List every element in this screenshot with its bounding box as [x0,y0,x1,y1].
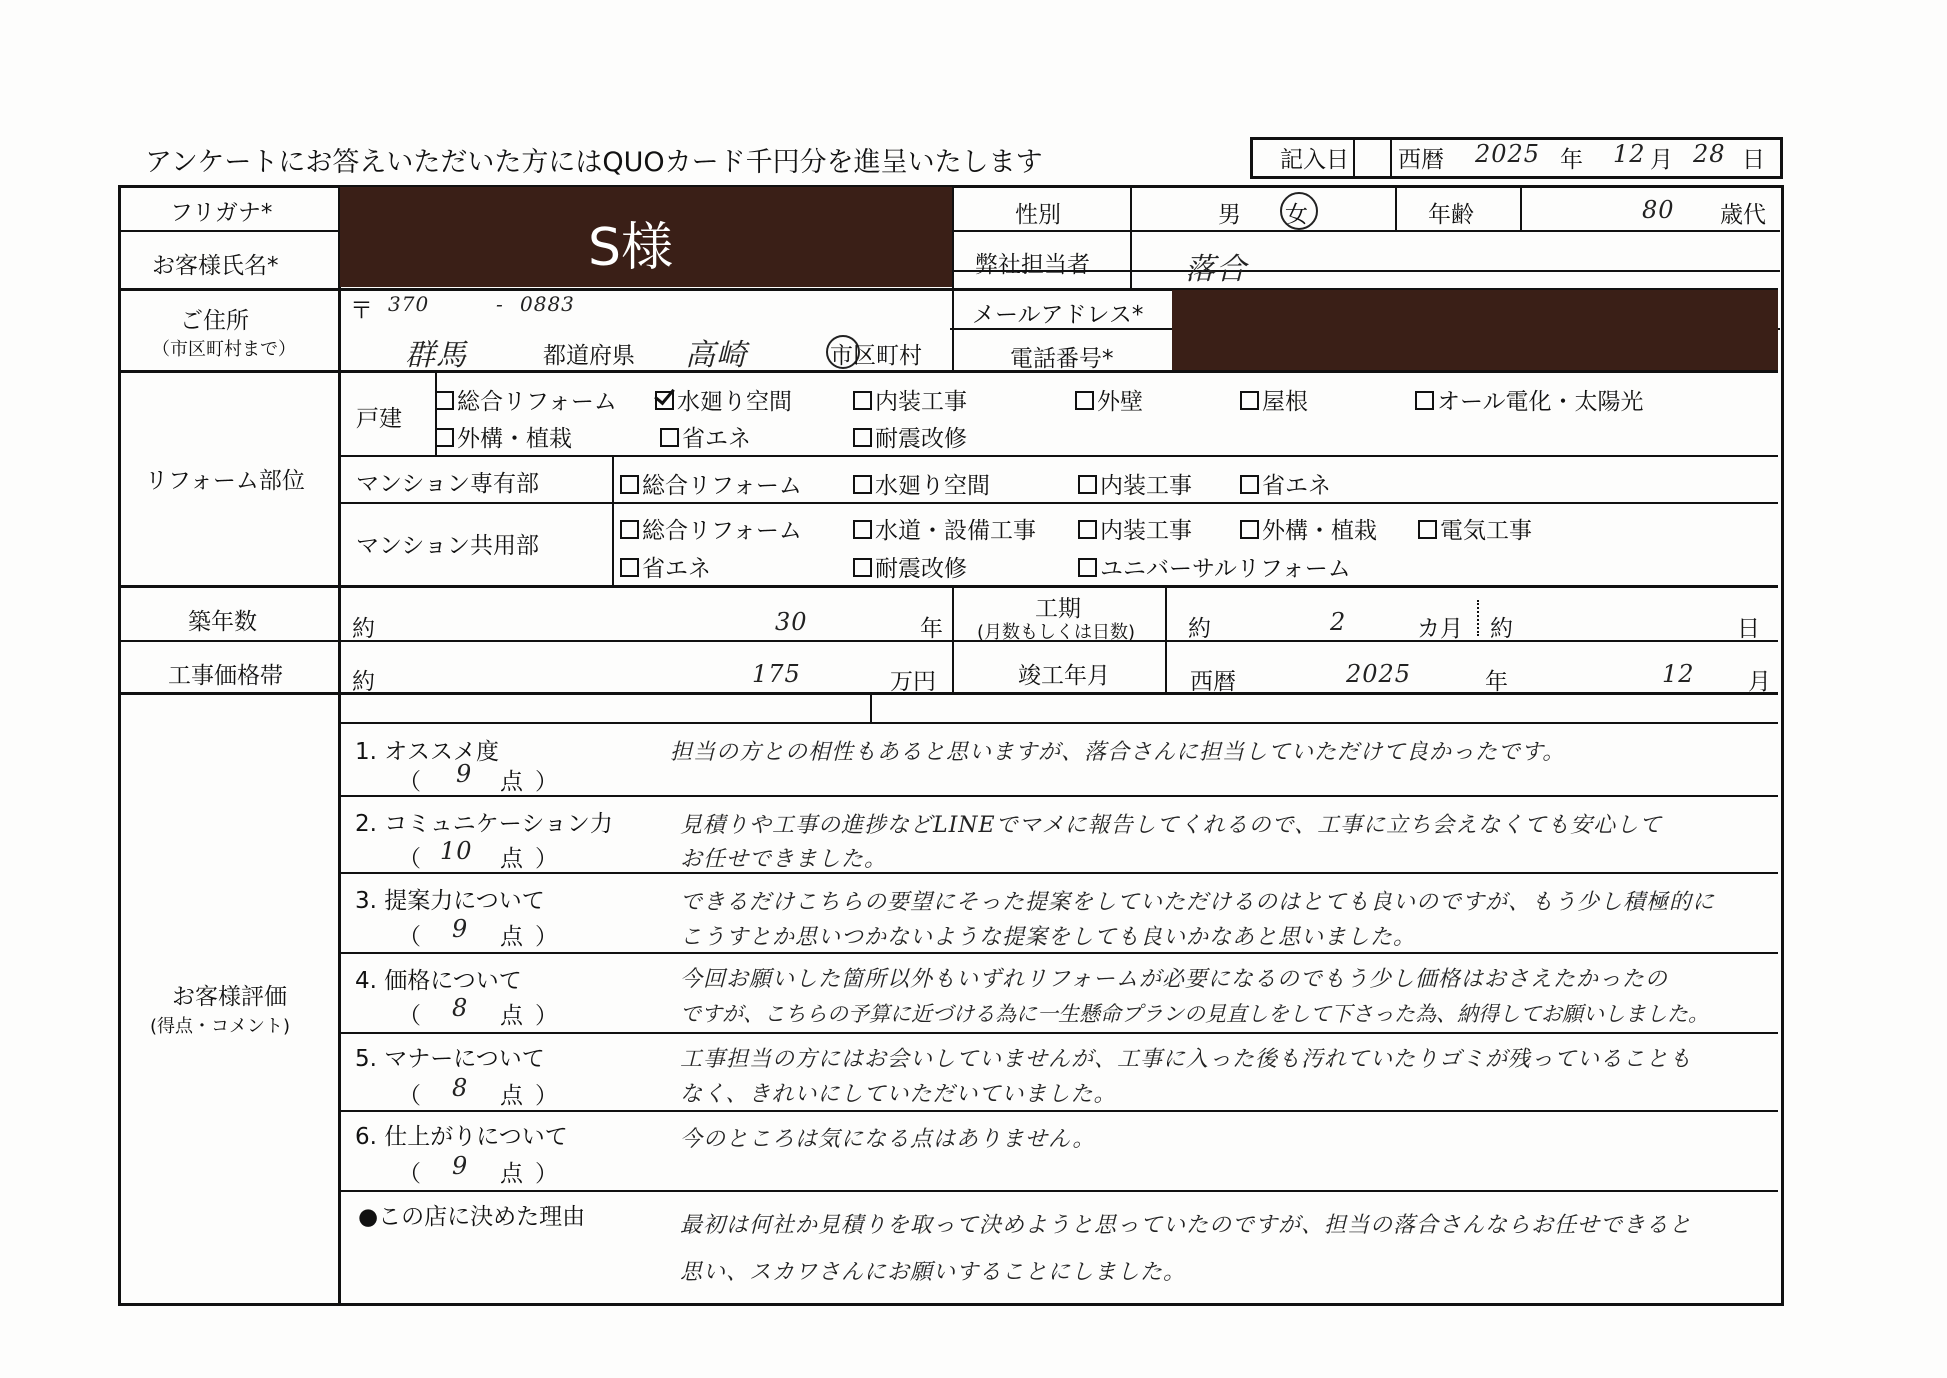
checkbox-label: 総合リフォーム [642,473,802,499]
eval-comment-3-line-1: できるだけこちらの要望にそった提案をしていただけるのはとても良いのですが、もう少し積極的に [680,890,1716,915]
checkbox-label: 屋根 [1262,389,1308,415]
age-unit: 歳代 [1720,202,1766,228]
checkbox-common-interior[interactable] [1078,512,1192,545]
period-months-value: 2 [1330,608,1347,636]
checkbox-label: 水道・設備工事 [875,518,1036,544]
checkbox-common-electrical[interactable] [1418,512,1532,545]
postal-code-1: 370 [388,292,430,316]
checkbox-box[interactable] [1075,391,1094,410]
gender-female: 女 [1285,202,1308,228]
eval-point-unit-5: 点 [500,1083,523,1109]
eval-open-paren-6: （ [398,1161,421,1187]
postal-dash: - [496,292,504,316]
eval-close-paren-6: ） [535,1161,558,1187]
period-days-unit: 日 [1737,616,1760,642]
prefecture-label: 都道府県 [543,343,635,369]
eval-comment-4-line-2: ですが、こちらの予算に近づける為に一生懸命プランの見直しをして下さった為、納得してお願いしました。 [680,1002,1709,1026]
eval-comment-1-line-1: 担当の方との相性もあると思いますが、落合さんに担当していただけて良かったです。 [670,740,1566,765]
city-value: 高崎 [685,338,747,373]
eval-title-4: 4. 価格について [355,968,522,994]
checkbox-label: 省エネ [1262,473,1331,499]
eval-point-unit-2: 点 [500,846,523,872]
period-sub: (月数もしくは日数) [977,622,1136,643]
completion-year-value: 2025 [1346,660,1412,688]
period-approx: 約 [1188,616,1211,642]
reason-comment-line-2: 思い、スカワさんにお願いすることにしました。 [680,1260,1187,1285]
date-day: 28 [1693,140,1726,168]
checkbox-box[interactable] [853,558,872,577]
eval-open-paren-3: （ [398,924,421,950]
mansion-private-label: マンション専有部 [356,471,539,497]
checkbox-common-energy[interactable] [620,550,711,583]
eval-point-unit-6: 点 [500,1161,523,1187]
date-label: 記入日 [1280,147,1349,173]
completion-year-unit: 年 [1485,669,1508,695]
price-unit: 万円 [890,669,936,695]
checkbox-house-solar[interactable] [1415,383,1644,416]
eval-point-unit-1: 点 [500,769,523,795]
reason-title: ●この店に決めた理由 [358,1204,586,1230]
eval-close-paren-3: ） [535,924,558,950]
checkbox-box[interactable] [435,428,454,447]
building-age-approx: 約 [352,616,375,642]
address-label: ご住所 [180,308,249,334]
phone-label: 電話番号* [1010,346,1114,372]
checkbox-box[interactable] [620,520,639,539]
date-month: 12 [1613,140,1646,168]
eval-title-2: 2. コミュニケーション力 [355,811,613,837]
checkbox-box[interactable] [435,391,454,410]
building-age-value: 30 [775,608,808,636]
eval-score-2: 10 [440,837,473,865]
checkbox-box[interactable] [1240,520,1259,539]
period-label: 工期 [1035,596,1081,622]
checkbox-box[interactable] [1240,391,1259,410]
building-age-label: 築年数 [188,609,257,635]
age-label: 年齢 [1428,202,1474,228]
month-unit: 月 [1650,147,1673,173]
eval-comment-3-line-2: こうすとか思いつかないような提案をしても良いかなあと思いました。 [680,925,1417,950]
customer-name-label: お客様氏名* [152,253,279,279]
eval-score-3: 9 [452,915,469,943]
period-month-unit: カ月 [1417,616,1463,642]
checkbox-box[interactable] [1078,558,1097,577]
eval-point-unit-3: 点 [500,924,523,950]
checkbox-box[interactable] [620,475,639,494]
checkbox-common-seismic[interactable] [853,550,967,583]
checkbox-box[interactable] [853,391,872,410]
checkbox-label: ユニバーサルリフォーム [1100,556,1351,582]
completion-month-unit: 月 [1748,669,1771,695]
eval-comment-5-line-1: 工事担当の方にはお会いしていませんが、工事に入った後も汚れていたりゴミが残っていることも [680,1047,1693,1072]
eval-score-1: 9 [456,760,473,788]
eval-close-paren-1: ） [535,769,558,795]
evaluation-section-label: お客様評価 [172,984,287,1010]
checkbox-label: 総合リフォーム [457,389,617,415]
eval-score-5: 8 [452,1074,469,1102]
checkbox-house-roof[interactable] [1240,383,1308,416]
checkbox-box[interactable] [1415,391,1434,410]
staff-value: 落合 [1185,252,1247,287]
day-unit: 日 [1742,147,1765,173]
reform-section-label: リフォーム部位 [145,468,305,494]
customer-name-value: S様 [588,218,674,278]
checkbox-label: 内装工事 [1100,518,1192,544]
eval-close-paren-5: ） [535,1083,558,1109]
period-days-approx: 約 [1490,616,1513,642]
house-label: 戸建 [356,406,402,432]
eval-point-unit-4: 点 [500,1003,523,1029]
postal-mark: 〒 [350,298,373,324]
checkbox-box[interactable] [853,520,872,539]
eval-close-paren-2: ） [535,846,558,872]
checkbox-house-seismic[interactable] [853,420,967,453]
staff-label: 弊社担当者 [975,252,1090,278]
checkbox-house-landscaping[interactable] [435,420,572,453]
eval-open-paren-5: （ [398,1083,421,1109]
price-label: 工事価格帯 [168,663,283,689]
eval-score-4: 8 [452,994,469,1022]
checkbox-box[interactable] [1078,520,1097,539]
checkbox-label: 省エネ [642,556,711,582]
checkbox-box[interactable] [853,475,872,494]
checkbox-house-interior[interactable] [853,383,967,416]
mansion-common-label: マンション共用部 [356,533,539,559]
reason-comment-line-1: 最初は何社か見積りを取って決めようと思っていたのですが、担当の落合さんならお任せできると [680,1213,1693,1238]
checkbox-label: 省エネ [682,426,751,452]
checkbox-common-universal[interactable] [1078,550,1351,583]
address-sub: （市区町村まで） [152,339,296,360]
eval-open-paren-1: （ [398,769,421,795]
furigana-label: フリガナ* [170,200,273,226]
checkbox-common-plumbing[interactable] [853,512,1036,545]
completion-month-value: 12 [1662,660,1695,688]
email-label: メールアドレス* [972,302,1144,328]
gender-male: 男 [1218,202,1241,228]
gender-label: 性別 [1015,202,1061,228]
checkbox-common-landscaping[interactable] [1240,512,1377,545]
checkbox-private-water[interactable] [853,467,990,500]
eval-title-6: 6. 仕上がりについて [355,1124,568,1150]
era-label: 西暦 [1398,147,1444,173]
eval-open-paren-2: （ [398,846,421,872]
prefecture-value: 群馬 [405,338,467,373]
eval-comment-4-line-1: 今回お願いした箇所以外もいずれリフォームが必要になるのでもう少し価格はおさえたかったの [680,967,1668,992]
checkbox-box[interactable] [660,428,679,447]
checkbox-label: 耐震改修 [875,426,967,452]
eval-title-5: 5. マナーについて [355,1046,545,1072]
eval-comment-2-line-1: 見積りや工事の進捗などLINEでマメに報告してくれるので、工事に立ち会えなくても安心して [680,813,1663,838]
completion-era: 西暦 [1190,669,1236,695]
checkbox-label: 総合リフォーム [642,518,802,544]
price-value: 175 [752,660,801,688]
eval-close-paren-4: ） [535,1003,558,1029]
checkbox-house-exterior-wall[interactable] [1075,383,1143,416]
checkbox-label: 外構・植栽 [457,426,572,452]
checkbox-private-interior[interactable] [1078,467,1192,500]
checkbox-label: 水廻り空間 [677,389,792,415]
checkbox-label: 電気工事 [1440,518,1532,544]
eval-comment-5-line-2: なく、きれいにしていただいていました。 [680,1082,1117,1107]
evaluation-section-sub: (得点・コメント) [150,1016,291,1037]
eval-title-1: 1. オススメ度 [355,739,500,765]
date-year: 2025 [1475,140,1541,168]
checkbox-private-energy[interactable] [1240,467,1331,500]
survey-notice: アンケートにお答えいただいた方にはQUOカード千円分を進呈いたします [145,147,1043,178]
eval-comment-6-line-1: 今のところは気になる点はありません。 [680,1127,1096,1152]
building-age-unit: 年 [920,616,943,642]
city-label: 市区町村 [830,343,922,369]
eval-score-6: 9 [452,1152,469,1180]
checkbox-house-energy[interactable] [660,420,751,453]
checkbox-label: 水廻り空間 [875,473,990,499]
checkbox-label: 内装工事 [1100,473,1192,499]
checkbox-box-checked[interactable] [655,391,674,410]
postal-code-2: 0883 [520,292,575,316]
checkbox-house-water[interactable] [655,383,792,416]
checkbox-label: 外構・植栽 [1262,518,1377,544]
checkbox-box[interactable] [620,558,639,577]
checkbox-label: 外壁 [1097,389,1143,415]
checkbox-label: オール電化・太陽光 [1437,389,1644,415]
checkbox-box[interactable] [1078,475,1097,494]
eval-title-3: 3. 提案力について [355,888,545,914]
checkbox-private-general[interactable] [620,467,802,500]
eval-comment-2-line-2: お任せできました。 [680,847,888,872]
completion-label: 竣工年月 [1018,663,1110,689]
redacted-contact-area [1172,290,1778,370]
checkbox-box[interactable] [853,428,872,447]
checkbox-label: 内装工事 [875,389,967,415]
eval-open-paren-4: （ [398,1003,421,1029]
period-divider [1477,600,1479,636]
year-unit: 年 [1560,147,1583,173]
checkbox-house-general[interactable] [435,383,617,416]
checkbox-common-general[interactable] [620,512,802,545]
checkbox-label: 耐震改修 [875,556,967,582]
checkbox-box[interactable] [1240,475,1259,494]
age-value: 80 [1642,196,1675,224]
checkbox-box[interactable] [1418,520,1437,539]
price-approx: 約 [352,669,375,695]
